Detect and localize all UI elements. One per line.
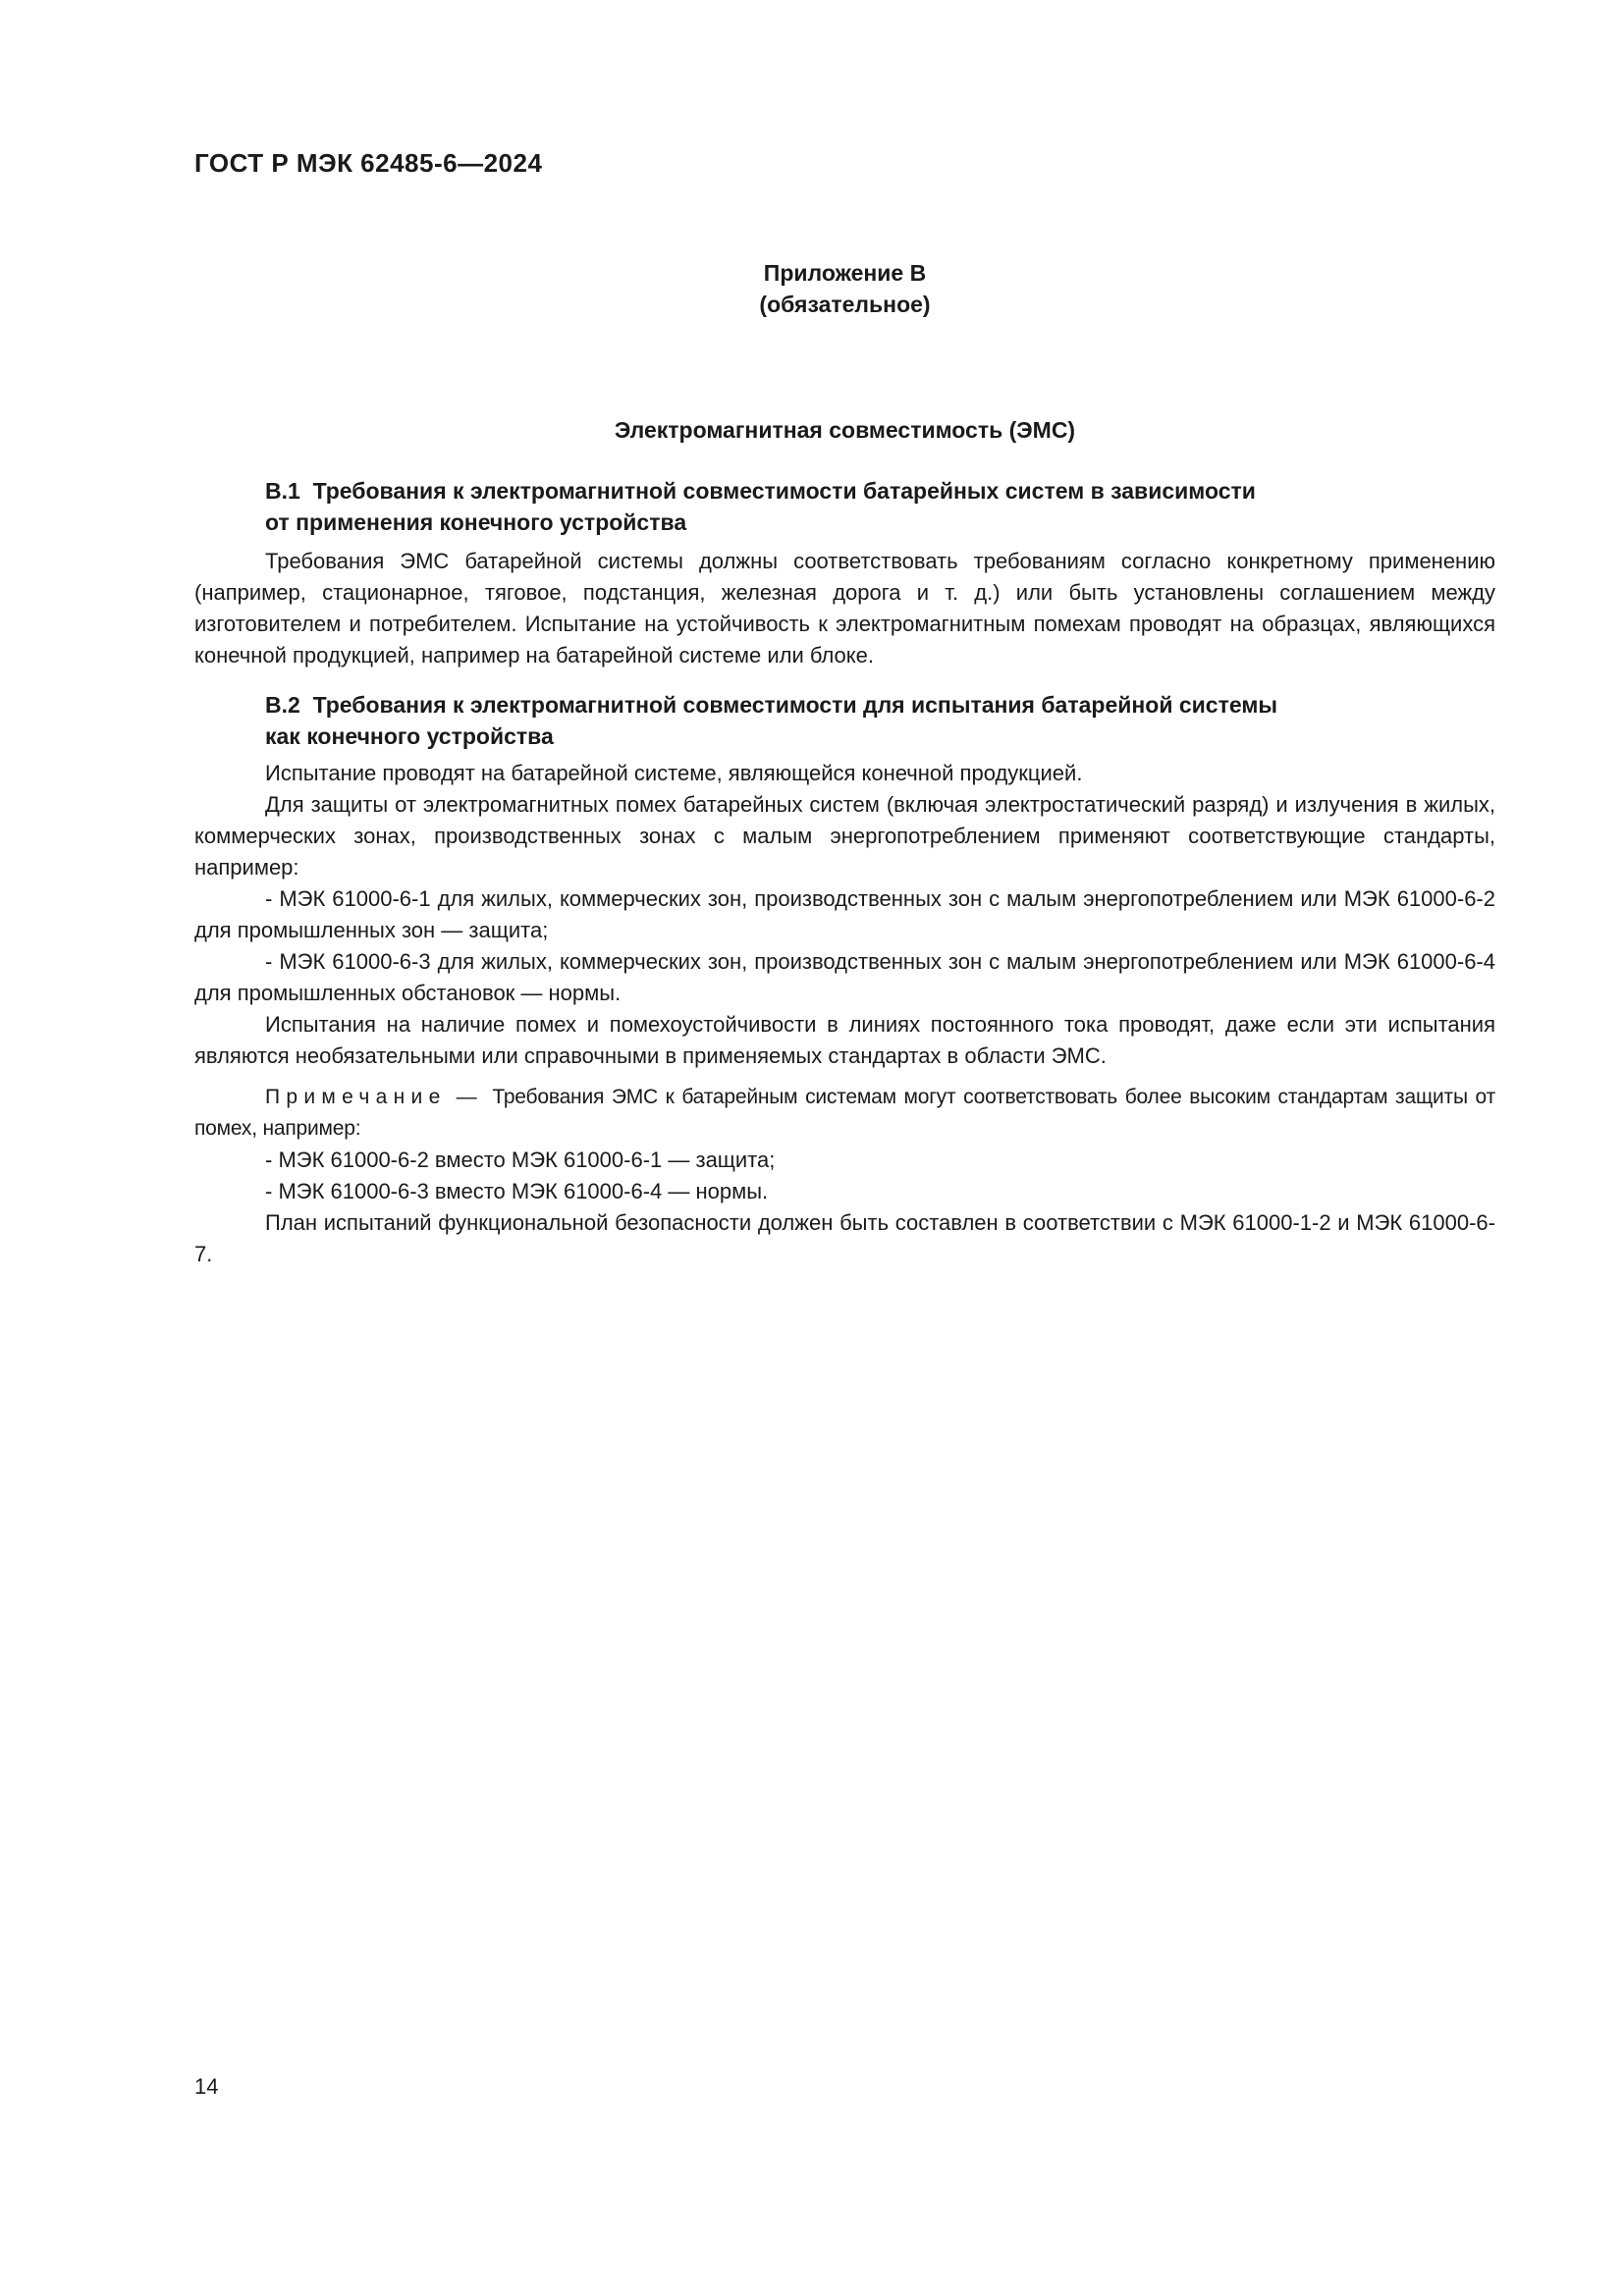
note-list-item-2: - МЭК 61000-6-3 вместо МЭК 61000-6-4 — нормы. <box>265 1179 769 1203</box>
doc-code: ГОСТ Р МЭК 62485-6—2024 <box>194 148 543 178</box>
section-b1-heading-line2: от применения конечного устройства <box>265 509 687 535</box>
section-b2-heading-line1: В.2 Требования к электромагнитной совместимости для испытания батарейной системы <box>265 692 1277 718</box>
appendix-obligation: (обязательное) <box>759 292 931 317</box>
note-text: Требования ЭМС к батарейным системам могут соответствовать более высоким стандартам защиты от помех, например: <box>194 1086 1495 1140</box>
section-b2-paragraph-2: Для защиты от электромагнитных помех батарейных систем (включая электростатический разряд) и излучения в жилых, коммерческих зонах, производственных зонах с малым энергопотреблением применяют соответствующие стандарты, например: <box>194 792 1495 880</box>
note-label: Примечание <box>265 1086 447 1108</box>
appendix-label: Приложение В <box>763 260 927 286</box>
section-b1-paragraph-1: Требования ЭМС батарейной системы должны соответствовать требованиям согласно конкретному применению (например, стационарное, тяговое, подстанция, железная дорога и т. д.) или быть установлены соглашением между изготовителем и потребителем. Испытание на устойчивость к электромагнитным помехам проводят на образцах, являющихся конечной продукцией, например на батарейной системе или блоке. <box>194 549 1495 667</box>
note-block <box>194 1082 1495 1207</box>
note-list-item-1: - МЭК 61000-6-2 вместо МЭК 61000-6-1 — защита; <box>265 1148 776 1172</box>
section-b2-list-item-1: - МЭК 61000-6-1 для жилых, коммерческих зон, производственных зон с малым энергопотреблением или МЭК 61000-6-2 для промышленных зон — защита; <box>194 886 1495 942</box>
section-b2-paragraph-3: Испытания на наличие помех и помехоустойчивости в линиях постоянного тока проводят, даже если эти испытания являются необязательными или справочными в применяемых стандартах в области ЭМС. <box>194 1012 1495 1068</box>
appendix-title: Электромагнитная совместимость (ЭМС) <box>614 417 1076 443</box>
section-b2-list-item-2: - МЭК 61000-6-3 для жилых, коммерческих зон, производственных зон с малым энергопотреблением или МЭК 61000-6-4 для промышленных обстановок — нормы. <box>194 949 1495 1005</box>
section-b2-heading <box>265 689 1495 752</box>
section-b2-heading-line2: как конечного устройства <box>265 723 554 749</box>
section-b1-heading-line1: В.1 Требования к электромагнитной совместимости батарейных систем в зависимости <box>265 478 1256 504</box>
note-separator: — <box>456 1086 477 1108</box>
note-paragraph <box>194 1082 1495 1145</box>
section-b2-paragraph-4: План испытаний функциональной безопасности должен быть составлен в соответствии с МЭК 61000-1-2 и МЭК 61000-6-7. <box>194 1210 1495 1266</box>
section-b2-paragraph-1: Испытание проводят на батарейной системе, являющейся конечной продукцией. <box>265 761 1083 785</box>
page-content <box>194 0 1495 1270</box>
page-number: 14 <box>194 2074 219 2099</box>
section-b1-heading <box>265 475 1495 538</box>
